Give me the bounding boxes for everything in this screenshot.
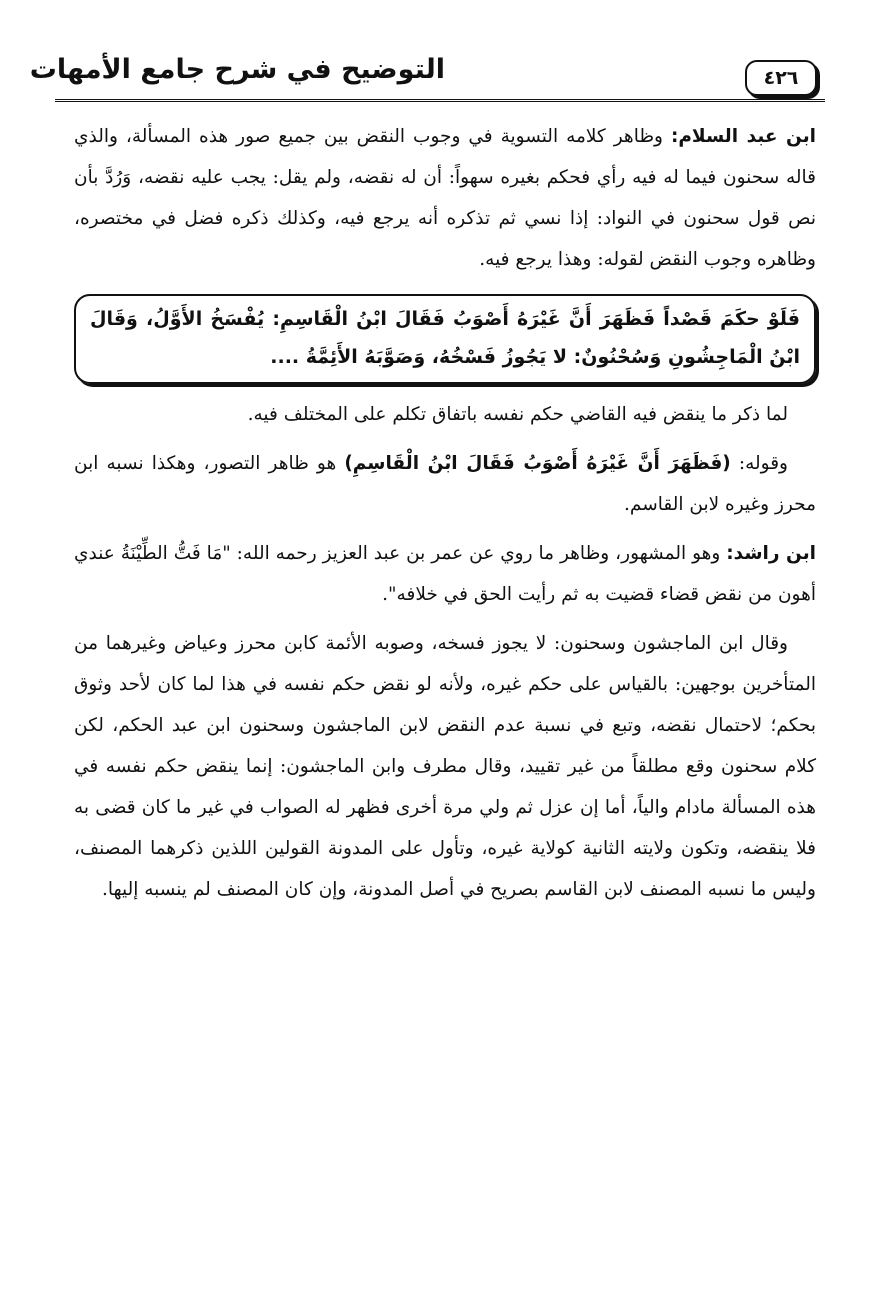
- page-header: [29, 40, 825, 102]
- inline-quote: (فَظَهَرَ أَنَّ غَيْرَهُ أَصْوَبُ فَقَالَ ابْنُ الْقَاسِمِ): [344, 453, 731, 474]
- paragraph-commentary-intro: لما ذكر ما ينقض فيه القاضي حكم نفسه باتفاق تكلم على المختلف فيه.: [247, 404, 788, 425]
- paragraph-lead: وقوله:: [738, 453, 788, 474]
- paragraph-text: وهو المشهور، وظاهر ما روي عن عمر بن عبد العزيز رحمه الله: "مَا فَتُّ الطِّيْنَةُ عندي أهون من نقض قضاء قضيت به ثم رأيت الحق في خلافه".: [74, 543, 816, 605]
- paragraph-text: هو ظاهر التصور، وهكذا نسبه ابن محرز وغيره لابن القاسم.: [74, 453, 816, 515]
- speaker-name: ابن عبد السلام:: [670, 126, 816, 147]
- paragraph-ibn-al-majishun: وقال ابن الماجشون وسحنون: لا يجوز فسخه، وصوبه الأئمة كابن محرز وعياض وغيرهما من المتأخرين بوجهين: بالقياس على حكم غيره، ولأنه لو نقض حكم نفسه في هذا لما كان لأحد وثوق بحكم؛ لاحتمال نقضه، وتبع في نسبة عدم النقض لابن الماجشون وسحنون ابن عبد الحكم، لكن كلام سحنون وقع مطلقاً من غير تقييد، وقال مطرف وابن الماجشون: إنما ينقض حكم نفسه في هذه المسألة مادام والياً، أما إن عزل ثم ولي مرة أخرى فظهر له الصواب في غير ما كان قضى به فلا ينقضه، وتكون ولايته الثانية كولاية غيره، وتأول على المدونة القولين اللذين ذكرهما المصنف، وليس ما نسبه المصنف لابن القاسم بصريح في أصل المدونة، وإن كان المصنف لم ينسبه إليها.: [74, 633, 816, 900]
- paragraph-ibn-rashid: [74, 533, 816, 615]
- page-body: [74, 116, 816, 910]
- paragraph-text: وظاهر كلامه التسوية في وجوب النقض بين جميع صور هذه المسألة، والذي قاله سحنون فيما له فيه رأي فحكم بغيره سهواً: أن له نقضه، ولم يقل: يجب عليه نقضه، وَرُدَّ بأن نص قول سحنون في النواد: إذا نسي ثم تذكره أنه يرجع فيه، وكذلك ذكره فضل في مختصره، وظاهره وجوب النقض لقوله: وهذا يرجع فيه.: [74, 126, 816, 270]
- paragraph-qawluhu: [74, 443, 816, 525]
- book-title: التوضيح في شرح جامع الأمهات: [29, 54, 445, 85]
- paragraph-ibn-abd-al-salam: [74, 116, 816, 280]
- page-number: ٤٢٦: [745, 60, 817, 96]
- matn-quote-box: فَلَوْ حكَمَ قَصْداً فَظَهَرَ أَنَّ غَيْرَهُ أَصْوَبُ فَقَالَ ابْنُ الْقَاسِمِ: يُفْسَخُ الأَوَّلُ، وَقَالَ ابْنُ الْمَاجِشُونِ وَسُحْنُونٌ: لا يَجُوزُ فَسْخُهُ، وَصَوَّبَهُ الأَئِمَّةُ ....: [74, 294, 816, 384]
- header-divider: [55, 99, 825, 102]
- speaker-name: ابن راشد:: [726, 543, 816, 564]
